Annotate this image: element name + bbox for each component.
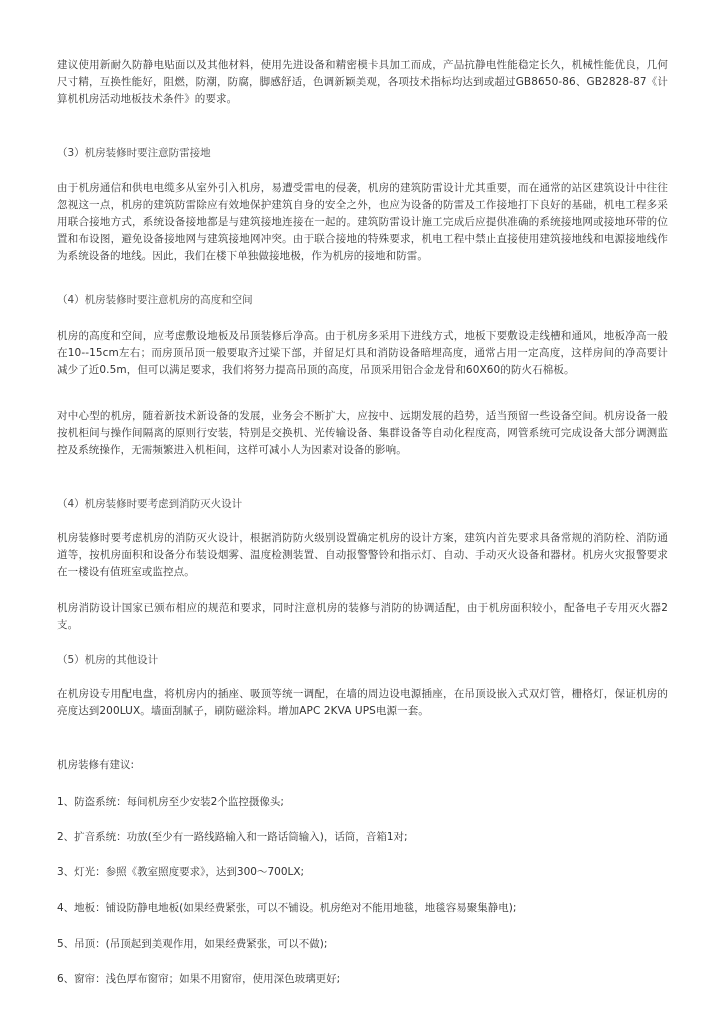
paragraph-height-space: 机房的高度和空间，应考虑敷设地板及吊顶装修后净高。由于机房多采用下进线方式，地板下要敷设走线槽和通风，地板净高一般在10--15cm左右；而房顶吊顶一般要取齐过梁下部，并留足灯具和消防设备暗埋高度，通常占用一定高度，这样房间的净高要计减少了近0.5m，但可以满足要求，我们将努力提高吊顶的高度，吊顶采用铝合金龙骨和60X60的防火石棉板。 (57, 330, 668, 376)
heading-fire-protection: （4）机房装修时要考虑到消防灭火设计 (57, 498, 243, 510)
heading-other-design: （5）机房的其他设计 (57, 654, 159, 666)
paragraph-fire-protection: 机房装修时要考虑机房的消防灭火设计，根据消防防火级别设置确定机房的设计方案，建筑内首先要求具备常规的消防栓、消防通道等，按机房面积和设备分布装设烟雾、温度检测装置、自动报警警铃和指示灯、自动、手动灭火设备和器材。机房火灾报警要求在一楼设有值班室或监控点。 (57, 532, 668, 578)
paragraph-other-design: 在机房设专用配电盘，将机房内的插座、吸顶等统一调配，在墙的周边设电源插座，在吊顶设嵌入式双灯管，栅格灯，保证机房的亮度达到200LUX。墙面刮腻子，刷防磁涂料。增加APC 2KVA UPS电源一套。 (57, 688, 668, 717)
suggestion-item-2: 2、扩音系统：功放(至少有一路线路输入和一路话筒输入)，话筒，音箱1对; (57, 831, 408, 843)
paragraph-flooring-material: 建议使用新耐久防静电贴面以及其他材料，使用先进设备和精密模卡具加工而成，产品抗静电性能稳定长久，机械性能优良，几何尺寸精，互换性能好，阻燃，防潮，防腐，脚感舒适，色调新颖美观，各项技术指标均达到或超过GB8650-86、GB2828-87《计算机机房活动地板技术条件》的要求。 (57, 59, 668, 105)
paragraph-equipment-space: 对中心型的机房，随着新技术新设备的发展，业务会不断扩大，应按中、远期发展的趋势，适当预留一些设备空间。机房设备一般按机柜间与操作间隔离的原则行安装，特别是交换机、光传输设备、集群设备等自动化程度高，网管系统可完成设备大部分调测监控及系统操作，无需频繁进入机柜间，这样可减小人为因素对设备的影响。 (57, 410, 668, 456)
suggestion-item-5: 5、吊顶：(吊顶起到美观作用，如果经费紧张，可以不做); (57, 938, 328, 950)
suggestions-title: 机房装修有建议: (57, 759, 135, 771)
heading-lightning-grounding: （3）机房装修时要注意防雷接地 (57, 147, 211, 159)
paragraph-fire-regulations: 机房消防设计国家已颁布相应的规范和要求，同时注意机房的装修与消防的协调适配，由于机房面积较小，配备电子专用灭火器2支。 (57, 602, 668, 631)
suggestion-item-4: 4、地板：铺设防静电地板(如果经费紧张，可以不铺设。机房绝对不能用地毯，地毯容易聚集静电); (57, 902, 517, 914)
suggestion-item-3: 3、灯光：参照《教室照度要求》，达到300～700LX; (57, 866, 305, 878)
paragraph-lightning-grounding: 由于机房通信和供电电缆多从室外引入机房，易遭受雷电的侵袭，机房的建筑防雷设计尤其重要，而在通常的站区建筑设计中往往忽视这一点，机房的建筑防雷除应有效地保护建筑自身的安全之外，也应为设备的防雷及工作接地打下良好的基础，机电工程多采用联合接地方式，系统设备接地都是与建筑接地连接在一起的。建筑防雷设计施工完成后应提供准确的系统接地网或接地环带的位置和布设图，避免设备接地网与建筑接地网冲突。由于联合接地的特殊要求，机电工程中禁止直接使用建筑接地线和电源接地线作为系统设备的地线。因此，我们在楼下单独做接地极，作为机房的接地和防雷。 (57, 182, 668, 262)
suggestion-item-6: 6、窗帘：浅色厚布窗帘；如果不用窗帘，使用深色玻璃更好; (57, 973, 341, 985)
suggestion-item-1: 1、防盗系统：每间机房至少安装2个监控摄像头; (57, 796, 284, 808)
heading-height-space: （4）机房装修时要注意机房的高度和空间 (57, 294, 253, 306)
